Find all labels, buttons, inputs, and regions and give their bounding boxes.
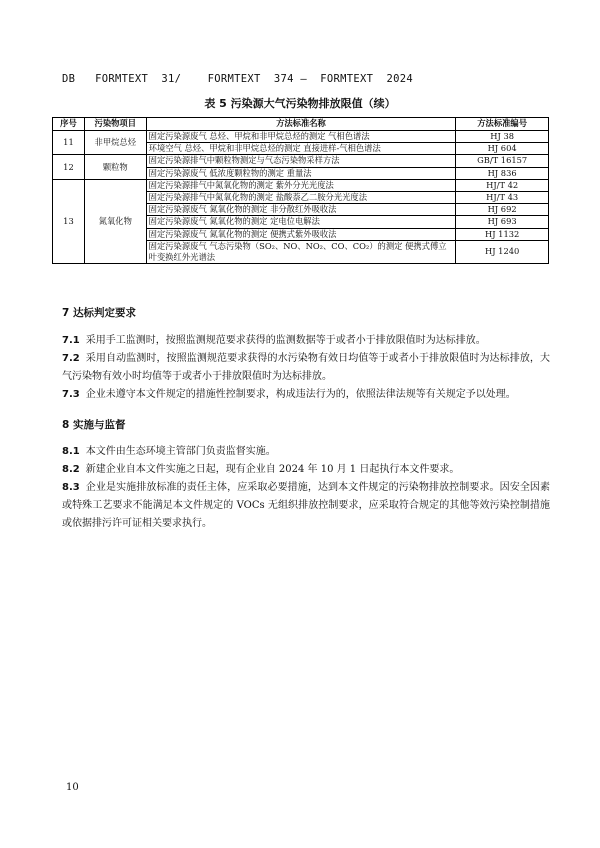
clause-number: 8.1 xyxy=(62,446,80,457)
row-code: HJ 38 xyxy=(456,131,549,143)
clause-number: 8.3 xyxy=(62,482,80,493)
row-method: 固定污染源废气 氮氧化物的测定 定电位电解法 xyxy=(146,216,456,228)
clause-7-1 xyxy=(62,332,550,350)
clause-number: 8.2 xyxy=(62,464,80,475)
row-no: 12 xyxy=(53,155,85,179)
row-method: 固定污染源废气 总烃、甲烷和非甲烷总烃的测定 气相色谱法 xyxy=(146,131,456,143)
clause-text: 企业是实施排放标准的责任主体，应采取必要措施，达到本文件规定的污染物排放控制要求。因安全因素或特殊工艺要求不能满足本文件规定的 VOCs 无组织排放控制要求，应采取符合规定的其他等效污染控制措施或依据排污许可证相关要求执行。 xyxy=(62,482,550,529)
table-row xyxy=(53,155,549,167)
table-title: 表 5 污染源大气污染物排放限值（续） xyxy=(204,97,396,110)
row-code: HJ/T 42 xyxy=(456,179,549,191)
row-method: 固定污染源排气中氮氧化物的测定 紫外分光光度法 xyxy=(146,179,456,191)
clause-number: 7.3 xyxy=(62,389,80,400)
header-method: 方法标准名称 xyxy=(146,118,456,131)
section-7-heading: 7 达标判定要求 xyxy=(62,307,136,319)
row-item: 氮氧化物 xyxy=(84,179,146,263)
section-8-heading: 8 实施与监督 xyxy=(62,419,126,431)
row-no: 13 xyxy=(53,179,85,263)
row-method: 固定污染源排气中颗粒物测定与气态污染物采样方法 xyxy=(146,155,456,167)
table-row xyxy=(53,179,549,191)
clause-7-3 xyxy=(62,386,550,404)
row-method: 固定污染源废气 气态污染物（SO₂、NO、NO₂、CO、CO₂）的测定 便携式傅立叶变换红外光谱法 xyxy=(146,240,456,263)
row-method: 固定污染源废气 氮氧化物的测定 便携式紫外吸收法 xyxy=(146,228,456,240)
row-code: GB/T 16157 xyxy=(456,155,549,167)
clause-8-3 xyxy=(62,479,550,533)
table-row xyxy=(53,131,549,143)
clause-8-1 xyxy=(62,443,550,461)
header-code: 方法标准编号 xyxy=(456,118,549,131)
clause-text: 本文件由生态环境主管部门负责监督实施。 xyxy=(85,446,276,457)
row-code: HJ/T 43 xyxy=(456,192,549,204)
clause-7-2 xyxy=(62,350,550,386)
clause-number: 7.1 xyxy=(62,335,80,346)
clause-text: 企业未遵守本文件规定的措施性控制要求，构成违法行为的，依照法律法规等有关规定予以处理。 xyxy=(85,389,516,400)
table-header-row xyxy=(53,118,549,131)
standards-table xyxy=(52,117,549,264)
row-method: 固定污染源排气中氮氧化物的测定 盐酸萘乙二胺分光光度法 xyxy=(146,192,456,204)
header-no: 序号 xyxy=(53,118,85,131)
clause-text: 采用自动监测时，按照监测规范要求获得的水污染物有效日均值等于或者小于排放限值时为达标排放，大气污染物有效小时均值等于或者小于排放限值时为达标排放。 xyxy=(62,353,550,382)
row-code: HJ 836 xyxy=(456,167,549,179)
clause-number: 7.2 xyxy=(62,353,80,364)
row-code: HJ 693 xyxy=(456,216,549,228)
row-method: 环境空气 总烃、甲烷和非甲烷总烃的测定 直接进样-气相色谱法 xyxy=(146,143,456,155)
clause-text: 采用手工监测时，按照监测规范要求获得的监测数据等于或者小于排放限值时为达标排放。 xyxy=(85,335,486,346)
page-number: 10 xyxy=(66,782,79,793)
row-method: 固定污染源废气 低浓度颗粒物的测定 重量法 xyxy=(146,167,456,179)
row-no: 11 xyxy=(53,131,85,155)
row-code: HJ 604 xyxy=(456,143,549,155)
row-item: 颗粒物 xyxy=(84,155,146,179)
row-code: HJ 1132 xyxy=(456,228,549,240)
clause-text: 新建企业自本文件实施之日起，现有企业自 2024 年 10 月 1 日起执行本文件要求。 xyxy=(85,464,460,475)
row-code: HJ 1240 xyxy=(456,240,549,263)
row-item: 非甲烷总烃 xyxy=(84,131,146,155)
row-method: 固定污染源废气 氮氧化物的测定 非分散红外吸收法 xyxy=(146,204,456,216)
clause-8-2 xyxy=(62,461,550,479)
row-code: HJ 692 xyxy=(456,204,549,216)
document-header: DB FORMTEXT 31/ FORMTEXT 374 — FORMTEXT 2024 xyxy=(62,73,413,85)
header-item: 污染物项目 xyxy=(84,118,146,131)
